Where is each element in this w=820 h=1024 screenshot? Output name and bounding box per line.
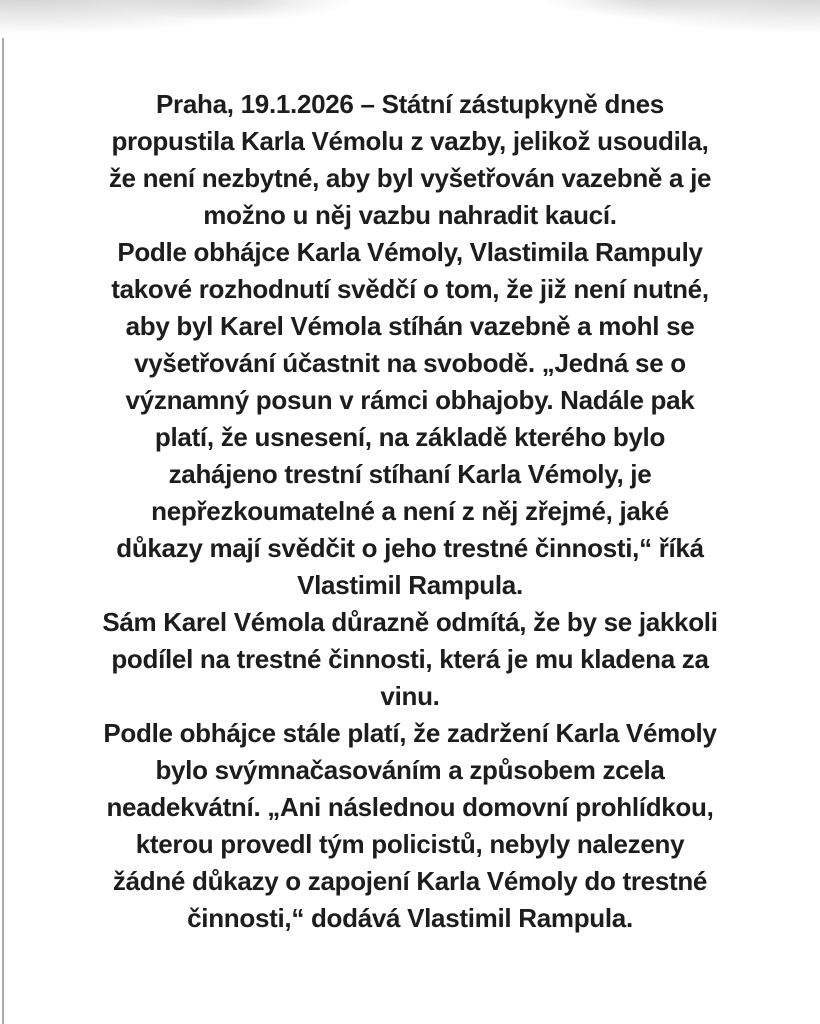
photo-corner-shading: [0, 0, 820, 75]
paragraph-detention-inadequate: Podle obhájce stále platí, že zadržení Karla Vémoly bylo svýmnačasováním a způsobem zcela neadekvátní. „Ani následnou domovní prohlídkou, kterou provedl tým policistů, nebyly nalezeny žádné důkazy o zapojení Karla Vémoly do trestné činnosti,“ dodává Vlastimil Rampula.: [103, 718, 717, 933]
press-statement-text: [28, 86, 792, 937]
paragraph-vemola-denial: Sám Karel Vémola důrazně odmítá, že by se jakkoli podílel na trestné činnosti, která je mu kladena za vinu.: [102, 607, 718, 711]
paragraph-release-from-custody: Praha, 19.1.2026 – Státní zástupkyně dnes propustila Karla Vémolu z vazby, jelikož usoudila, že není nezbytné, aby byl vyšetřován vazebně a je možno u něj vazbu nahradit kaucí.: [108, 89, 712, 230]
paragraph-defense-attorney-statement: Podle obhájce Karla Vémoly, Vlastimila Rampuly takové rozhodnutí svědčí o tom, že již není nutné, aby byl Karel Vémola stíhán vazebně a mohl se vyšetřování účastnit na svobodě. „Jedná se o významný posun v rámci obhajoby. Nadále pak platí, že usnesení, na základě kterého bylo zahájeno trestní stíhaní Karla Vémoly, je nepřezkoumatelné a není z něj zřejmé, jaké důkazy mají svědčit o jeho trestné činnosti,“ říká Vlastimil Rampula.: [111, 237, 709, 600]
left-page-edge-line: [2, 38, 4, 1024]
